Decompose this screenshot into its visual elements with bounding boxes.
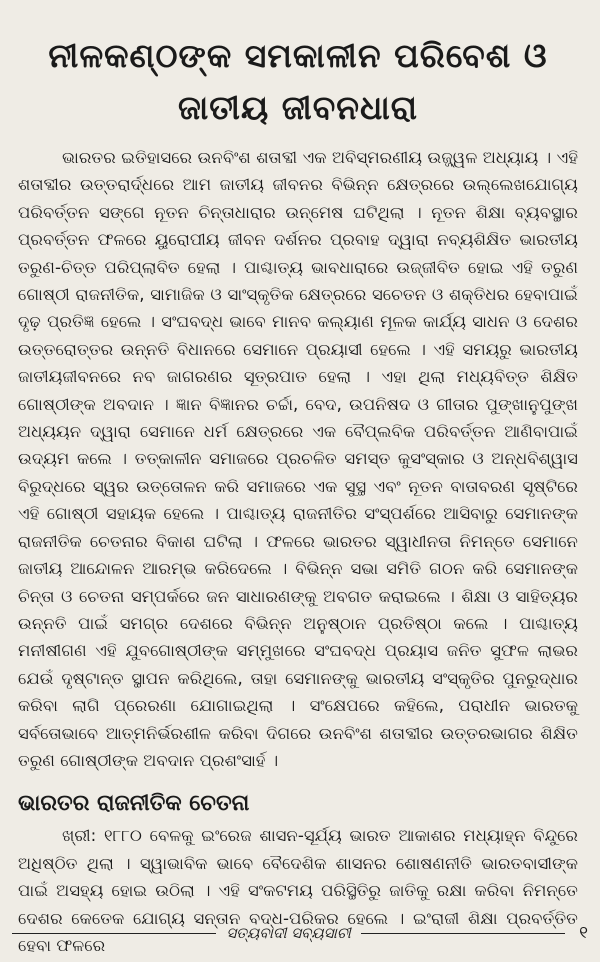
page-number: ୧ <box>579 923 588 943</box>
page-title <box>18 30 578 134</box>
page-footer <box>12 922 588 944</box>
title-line-2: ଜାତୀୟ ଜୀବନଧାରା <box>177 88 419 127</box>
footer-rule-right <box>361 933 565 934</box>
footer-rule-left <box>12 933 216 934</box>
section-heading: ଭାରତର ରାଜନୀତିକ ଚେତନା <box>18 791 250 817</box>
paragraph-1: ଭାରତର ଇତିହାସରେ ଉନବିଂଶ ଶତାବ୍ଦୀ ଏକ ଅବିସ୍ମରଣୀୟ ଉଜ୍ଜ୍ୱଳ ଅଧ୍ୟାୟ । ଏହି ଶତାବ୍ଦୀର ଉତ୍ତରାର୍ଦ୍ଧରେ ଆମ ଜାତୀୟ ଜୀବନର ବିଭିନ୍ନ କ୍ଷେତ୍ରରେ ଉଲ୍ଲେଖଯୋଗ୍ୟ ପରିବର୍ତ୍ତନ ସଙ୍ଗେ ନୂତନ ଚିନ୍ତାଧାରାର ଉନ୍ମେଷ ଘଟିଥିଲା । ନୂତନ ଶିକ୍ଷା ବ୍ୟବସ୍ଥାର ପ୍ରବର୍ତ୍ତନ ଫଳରେ ୟୁରୋପୀୟ ଜୀବନ ଦର୍ଶନର ପ୍ରବାହ ଦ୍ୱାରା ନବ୍ୟଶିକ୍ଷିତ ଭାରତୀୟ ତରୁଣ-ଚିତ୍ତ ପରିପ୍ଲାବିତ ହେଲା । ପାଶ୍ଚାତ୍ୟ ଭାବଧାରାରେ ଉଜ୍ଜୀବିତ ହୋଇ ଏହି ତରୁଣ ଗୋଷ୍ଠୀ ରାଜନୀତିକ, ସାମାଜିକ ଓ ସାଂସ୍କୃତିକ କ୍ଷେତ୍ରରେ ସଚେତନ ଓ ଶକ୍ତିଧର ହେବାପାଇଁ ଦୃଢ଼ ପ୍ରତିଜ୍ଞ ହେଲେ । ସଂଘବଦ୍ଧ ଭାବେ ମାନବ କଲ୍ୟାଣ ମୂଳକ କାର୍ଯ୍ୟ ସାଧନ ଓ ଦେଶର ଉତ୍ତରୋତ୍ତର ଉନ୍ନତି ବିଧାନରେ ସେମାନେ ପ୍ରୟାସୀ ହେଲେ । ଏହି ସମୟରୁ ଭାରତୀୟ ଜାତୀୟଜୀବନରେ ନବ ଜାଗରଣର ସୂତ୍ରପାତ ହେଲା । ଏହା ଥିଲା ମଧ୍ୟବିତ୍ତ ଶିକ୍ଷିତ ଗୋଷ୍ଠୀଙ୍କ ଅବଦାନ । ଜ୍ଞାନ ବିଜ୍ଞାନର ଚର୍ଚ୍ଚା, ବେଦ, ଉପନିଷଦ ଓ ଗୀତାର ପୁଙ୍ଖାନୁପୁଙ୍ଖ ଅଧ୍ୟୟନ ଦ୍ୱାରା ସେମାନେ ଧର୍ମ କ୍ଷେତ୍ରରେ ଏକ ବୈପ୍ଲବିକ ପରିବର୍ତ୍ତନ ଆଣିବାପାଇଁ ଉଦ୍ୟମ କଲେ । ତତ୍କାଳୀନ ସମାଜରେ ପ୍ରଚଳିତ ସମସ୍ତ କୁସଂସ୍କାର ଓ ଅନ୍ଧବିଶ୍ୱାସ ବିରୁଦ୍ଧରେ ସ୍ୱର ଉତ୍ତୋଳନ କରି ସମାଜରେ ଏକ ସୁସ୍ଥ ଏବଂ ନୂତନ ବାତାବରଣ ସୃଷ୍ଟିରେ ଏହି ଗୋଷ୍ଠୀ ସହାୟକ ହେଲେ । ପାଶ୍ଚାତ୍ୟ ରାଜନୀତିର ସଂସ୍ପର୍ଶରେ ଆସିବାରୁ ସେମାନଙ୍କ ରାଜନୀତିକ ଚେତନାର ବିକାଶ ଘଟିଲା । ଫଳରେ ଭାରତର ସ୍ୱାଧୀନତା ନିମନ୍ତେ ସେମାନେ ଜାତୀୟ ଆନ୍ଦୋଳନ ଆରମ୍ଭ କରିଦେଲେ । ବିଭିନ୍ନ ସଭା ସମିତି ଗଠନ କରି ସେମାନଙ୍କ ଚିନ୍ତା ଓ ଚେତନା ସମ୍ପର୍କରେ ଜନ ସାଧାରଣଙ୍କୁ ଅବଗତ କରାଇଲେ । ଶିକ୍ଷା ଓ ସାହିତ୍ୟର ଉନ୍ନତି ପାଇଁ ସମଗ୍ର ଦେଶରେ ବିଭିନ୍ନ ଅନୁଷ୍ଠାନ ପ୍ରତିଷ୍ଠା କଲେ । ପାଶ୍ଚାତ୍ୟ ମନୀଷୀଗଣ ଏହି ଯୁବଗୋଷ୍ଠୀଙ୍କ ସମ୍ମୁଖରେ ସଂଘବଦ୍ଧ ପ୍ରୟାସ ଜନିତ ସୁଫଳ ଲାଭର ଯେଉଁ ଦୃଷ୍ଟାନ୍ତ ସ୍ଥାପନ କରିଥିଲେ, ତାହା ସେମାନଙ୍କୁ ଭାରତୀୟ ସଂସ୍କୃତିର ପୁନରୁଦ୍ଧାର କରିବା ଲାଗି ପ୍ରେରଣା ଯୋଗାଇଥିଲା । ସଂକ୍ଷେପରେ କହିଲେ, ପରାଧୀନ ଭାରତକୁ ସର୍ବତୋଭାବେ ଆତ୍ମନିର୍ଭରଶୀଳ କରିବା ଦିଗରେ ଉନବିଂଶ ଶତାବ୍ଦୀର ଉତ୍ତରଭାଗର ଶିକ୍ଷିତ ତରୁଣ ଗୋଷ୍ଠୀଙ୍କ ଅବଦାନ ପ୍ରଶଂସାର୍ହ । <box>18 148 578 770</box>
title-line-1: ନୀଳକଣ୍ଠଙ୍କ ସମକାଳୀନ ପରିବେଶ ଓ <box>48 36 548 75</box>
footer-title: ସତ୍ୟବାଦୀ ସବ୍ୟସାଚୀ <box>226 924 351 942</box>
paragraph-2: ଖ୍ରୀ: ୧୮୮୦ ବେଳକୁ ଇଂରେଜ ଶାସନ-ସୂର୍ଯ୍ୟ ଭାରତ ଆକାଶର ମଧ୍ୟାହ୍ନ ବିନ୍ଦୁରେ ଅଧିଷ୍ଠିତ ଥିଲା । ସ୍ୱାଭାବିକ ଭାବେ ବୈଦେଶିକ ଶାସନର ଶୋଷଣନୀତି ଭାରତବାସୀଙ୍କ ପାଇଁ ଅସହ୍ୟ ହୋଇ ଉଠିଲା । ଏହି ସଂକଟମୟ ପରିସ୍ଥିତିରୁ ଜାତିକୁ ରକ୍ଷା କରିବା ନିମନ୍ତେ ଦେଶର କେତେକ ଯୋଗ୍ୟ ସନ୍ତାନ ବଦ୍ଧ-ପରିକର ହେଲେ । ଇଂରାଜୀ ଶିକ୍ଷା ପ୍ରବର୍ତ୍ତିତ ହେବା ଫଳରେ <box>18 826 578 955</box>
